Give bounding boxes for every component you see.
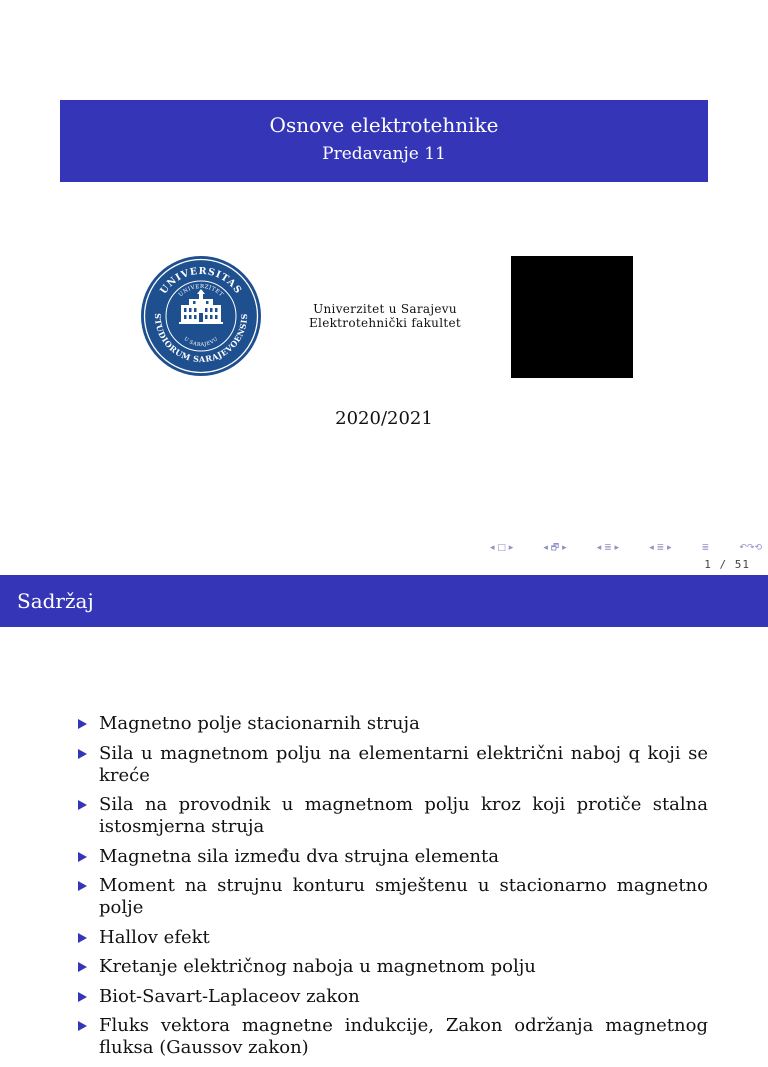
bullet-triangle-icon <box>78 749 87 759</box>
bullet-triangle-icon <box>78 933 87 943</box>
faculty-logo-placeholder <box>511 256 633 378</box>
academic-year: 2020/2021 <box>335 408 433 429</box>
seal-top-text: UNIVERSITAS <box>158 265 244 297</box>
nav-subsection-icon[interactable]: ◂ 🗗 ▸ <box>543 543 567 553</box>
seal-small-text: U SARAJEVU <box>182 336 220 349</box>
institution <box>285 302 485 330</box>
contents-slide <box>0 575 768 1058</box>
bullet-triangle-icon <box>78 962 87 972</box>
nav-search-icon[interactable]: ↶↷⟲ <box>739 543 762 553</box>
list-item: Fluks vektora magnetne indukcije, Zakon održanja magnetnog fluksa (Gaussov zakon) <box>78 1015 708 1059</box>
list-item: Biot-Savart-Laplaceov zakon <box>78 986 708 1008</box>
frame-title: Sadržaj <box>17 589 94 613</box>
university-name: Univerzitet u Sarajevu <box>313 302 457 316</box>
presentation-title: Osnove elektrotehnike <box>269 113 499 137</box>
seal-inner-text: UNIVERZITET <box>177 283 225 299</box>
presentation-subtitle: Predavanje 11 <box>322 144 446 164</box>
nav-align-icon[interactable]: ≣ <box>701 543 710 553</box>
university-seal-icon <box>140 255 262 377</box>
title-box <box>60 100 708 182</box>
contents-list <box>78 713 708 1067</box>
bullet-triangle-icon <box>78 992 87 1002</box>
list-item: Kretanje električnog naboja u magnetnom polju <box>78 956 708 978</box>
list-item: Sila na provodnik u magnetnom polju kroz koji protiče stalna istosmjerna struja <box>78 794 708 838</box>
nav-part-icon[interactable]: ◂ ≣ ▸ <box>649 543 672 553</box>
nav-frame-icon[interactable]: ◂ □ ▸ <box>490 543 514 553</box>
bullet-triangle-icon <box>78 881 87 891</box>
list-item: Moment na strujnu konturu smještenu u stacionarno magnetno polje <box>78 875 708 919</box>
frame-title-bar <box>0 575 768 627</box>
bullet-triangle-icon <box>78 719 87 729</box>
list-item: Magnetna sila između dva strujna elementa <box>78 846 708 868</box>
bullet-triangle-icon <box>78 852 87 862</box>
page-number: 1 / 51 <box>704 558 750 571</box>
bullet-triangle-icon <box>78 1021 87 1031</box>
bullet-triangle-icon <box>78 800 87 810</box>
seal-bottom-text: STUDIORUM SARAJEVOENSIS <box>152 313 250 365</box>
nav-section-icon[interactable]: ◂ ≣ ▸ <box>596 543 620 553</box>
beamer-navigation-bar <box>490 541 762 555</box>
list-item: Magnetno polje stacionarnih struja <box>78 713 708 735</box>
list-item: Sila u magnetnom polju na elementarni električni naboj q koji se kreće <box>78 743 708 787</box>
list-item: Hallov efekt <box>78 927 708 949</box>
faculty-name: Elektrotehnički fakultet <box>309 316 461 330</box>
